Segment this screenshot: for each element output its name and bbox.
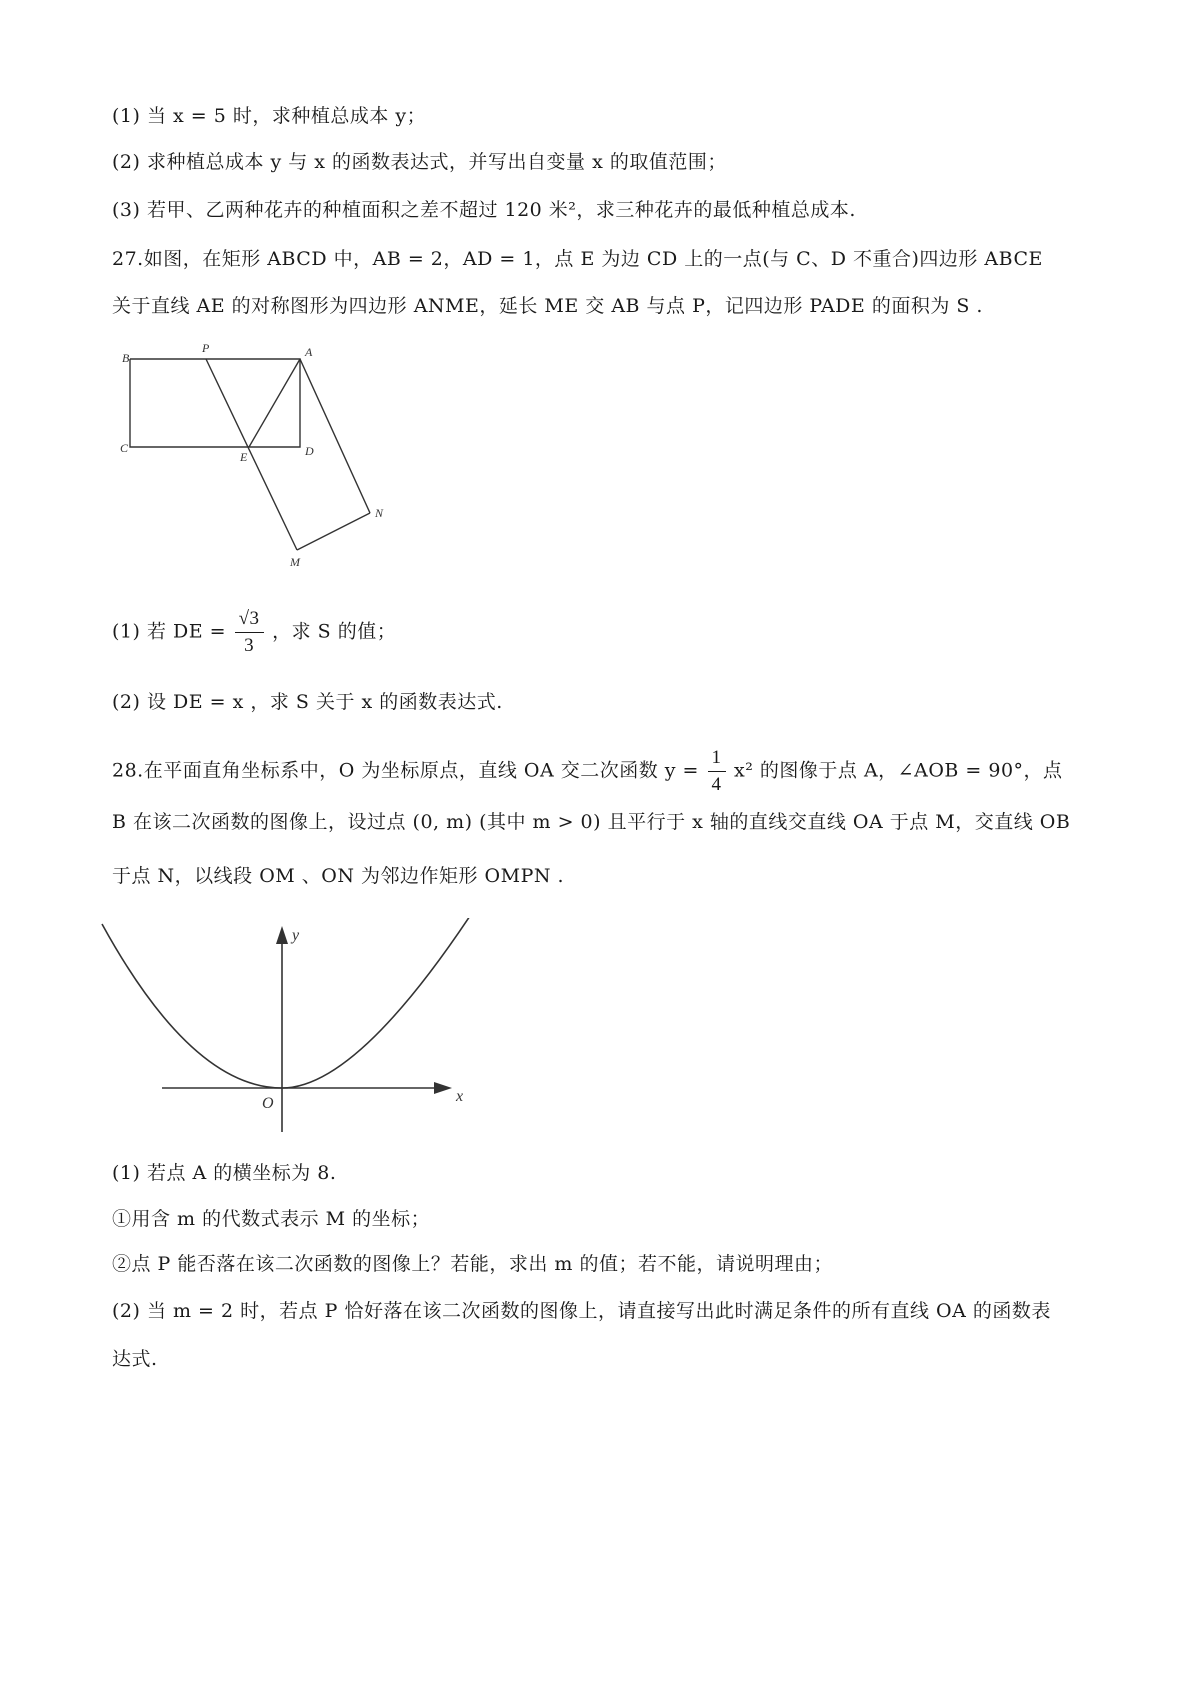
label-e: E xyxy=(240,450,248,464)
q28-stem1-fraction xyxy=(708,745,726,798)
label-n: N xyxy=(375,506,384,520)
q28-stem1-prefix: 28.在平面直角坐标系中，O 为坐标原点，直线 OA 交二次函数 y = xyxy=(112,759,699,782)
q27-figure-rectangle xyxy=(110,340,400,572)
x-axis-arrow xyxy=(434,1082,452,1094)
fraction-numerator: √3 xyxy=(235,606,264,633)
q26-part1: (1) 当 x = 5 时，求种植总成本 y； xyxy=(112,105,427,127)
label-o: O xyxy=(262,1095,274,1112)
line-ae xyxy=(249,359,300,447)
q28-part2-line1: (2) 当 m = 2 时，若点 P 恰好落在该二次函数的图像上，请直接写出此时满足条件的所有直线 OA 的函数表 xyxy=(112,1300,1051,1322)
q26-part3: (3) 若甲、乙两种花卉的种植面积之差不超过 120 米²，求三种花卉的最低种植总成本. xyxy=(112,199,856,221)
fraction-denominator: 4 xyxy=(711,774,722,795)
q27-part1-prefix: (1) 若 DE = xyxy=(112,620,227,643)
q27-stem-line2: 关于直线 AE 的对称图形为四边形 ANME，延长 ME 交 AB 与点 P，记四边形 PADE 的面积为 S . xyxy=(112,295,983,317)
q28-stem-line3: 于点 N，以线段 OM 、ON 为邻边作矩形 OMPN . xyxy=(112,865,565,887)
label-d: D xyxy=(305,444,314,458)
line-nm xyxy=(297,513,370,550)
q28-stem-line2: B 在该二次函数的图像上，设过点 (0, m) (其中 m > 0) 且平行于 x 轴的直线交直线 OA 于点 M，交直线 OB xyxy=(112,811,1071,833)
q26-part2: (2) 求种植总成本 y 与 x 的函数表达式，并写出自变量 x 的取值范围； xyxy=(112,151,727,173)
label-m: M xyxy=(290,555,300,569)
q27-stem-line1: 27.如图，在矩形 ABCD 中，AB = 2，AD = 1，点 E 为边 CD 上的一点(与 C、D 不重合)四边形 ABCE xyxy=(112,248,1043,270)
q28-part2-line2: 达式. xyxy=(112,1348,158,1370)
q28-figure-parabola xyxy=(100,918,480,1138)
q27-part1-fraction xyxy=(235,606,264,659)
q27-part2: (2) 设 DE = x ，求 S 关于 x 的函数表达式. xyxy=(112,691,503,713)
q28-part1: (1) 若点 A 的横坐标为 8. xyxy=(112,1162,337,1184)
label-p: P xyxy=(202,341,210,355)
line-an xyxy=(300,359,370,513)
q28-stem1-suffix: x² 的图像于点 A，∠AOB = 90°，点 xyxy=(734,759,1063,782)
fraction-denominator: 3 xyxy=(244,635,255,656)
fraction-numerator: 1 xyxy=(708,745,726,772)
y-axis-arrow xyxy=(276,926,288,944)
label-a: A xyxy=(305,345,313,359)
q27-part1-suffix: ，求 S 的值； xyxy=(272,620,397,643)
q28-stem-line1 xyxy=(112,745,1063,798)
label-c: C xyxy=(120,441,129,455)
label-y: y xyxy=(292,927,300,944)
parabola-curve xyxy=(102,918,480,1088)
label-b: B xyxy=(122,351,130,365)
q28-part1b: ②点 P 能否落在该二次函数的图像上？若能，求出 m 的值；若不能，请说明理由； xyxy=(112,1253,833,1275)
q27-part1 xyxy=(112,606,396,659)
q28-part1a: ①用含 m 的代数式表示 M 的坐标； xyxy=(112,1208,431,1230)
label-x: x xyxy=(456,1088,464,1105)
